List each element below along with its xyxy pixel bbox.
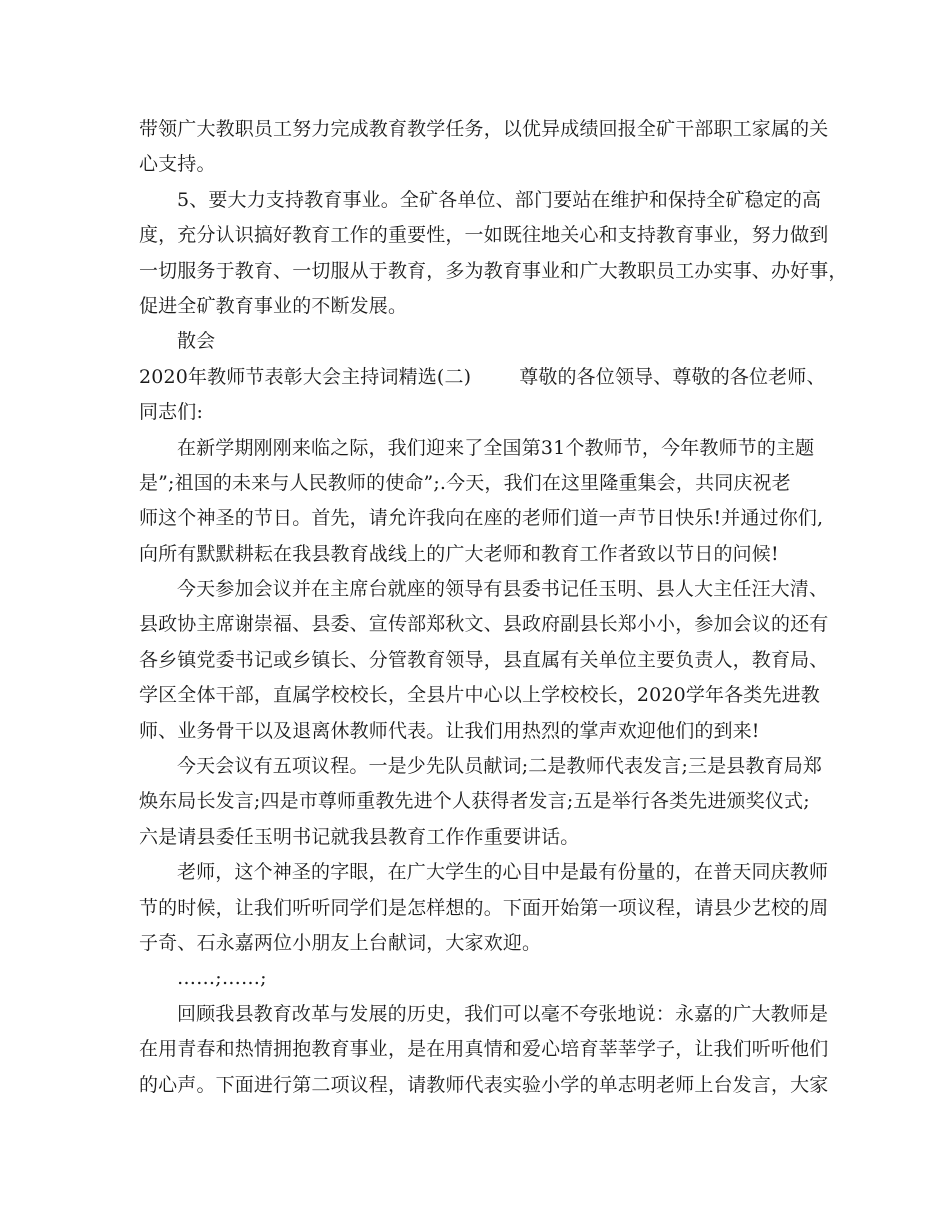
text-line: 散会 — [177, 330, 216, 353]
salutation: 尊敬的各位领导、尊敬的各位老师、 — [519, 365, 826, 388]
text-line: 各乡镇党委书记或乡镇长、分管教育领导，县直属有关单位主要负责人，教育局、 — [139, 648, 829, 671]
text-line: 一切服务于教育、一切服从于教育，多为教育事业和广大教职员工办实事、办好事， — [139, 259, 848, 282]
text-line: 老师，这个神圣的字眼，在广大学生的心目中是最有份量的，在普天同庆教师 — [177, 861, 829, 884]
text-line: 焕东局长发言;四是市尊师重教先进个人获得者发言;五是举行各类先进颁奖仪式; — [139, 790, 810, 813]
text-line: 师、业务骨干以及退离休教师代表。让我们用热烈的掌声欢迎他们的到来! — [139, 719, 760, 742]
text-line: ……;……; — [177, 967, 267, 990]
text-line: 向所有默默耕耘在我县教育战线上的广大老师和教育工作者致以节日的问候! — [139, 542, 779, 565]
text-line: 今天参加会议并在主席台就座的领导有县委书记任玉明、县人大主任汪大清、 — [177, 578, 829, 601]
text-line: 5、要大力支持教育事业。全矿各单位、部门要站在维护和保持全矿稳定的高 — [177, 188, 822, 211]
text-line: 的心声。下面进行第二项议程，请教师代表实验小学的单志明老师上台发言，大家 — [139, 1073, 829, 1096]
text-line: 六是请县委任玉明书记就我县教育工作作重要讲话。 — [139, 825, 580, 848]
section-heading: 2020年教师节表彰大会主持词精选(二) — [139, 365, 472, 388]
text-line: 是”;祖国的未来与人民教师的使命”;.今天，我们在这里隆重集会，共同庆祝老 — [139, 471, 791, 494]
text-line: 子奇、石永嘉两位小朋友上台献词，大家欢迎。 — [139, 931, 542, 954]
document-body — [139, 112, 848, 1103]
text-line: 节的时候，让我们听听同学们是怎样想的。下面开始第一项议程，请县少艺校的周 — [139, 896, 829, 919]
text-line: 同志们: — [139, 401, 204, 424]
text-line: 带领广大教职员工努力完成教育教学任务，以优异成绩回报全矿干部职工家属的关 — [139, 118, 829, 140]
text-line: 在新学期刚刚来临之际，我们迎来了全国第31个教师节，今年教师节的主题 — [177, 436, 815, 459]
heading-line — [139, 360, 826, 395]
text-line: 在用青春和热情拥抱教育事业，是在用真情和爱心培育莘莘学子，让我们听听他们 — [139, 1038, 829, 1061]
text-line: 今天会议有五项议程。一是少先队员献词;二是教师代表发言;三是县教育局郑 — [177, 755, 823, 778]
text-line: 促进全矿教育事业的不断发展。 — [139, 294, 408, 317]
text-line: 学区全体干部，直属学校校长，全县片中心以上学校校长，2020学年各类先进教 — [139, 684, 820, 707]
text-line: 心支持。 — [139, 153, 216, 176]
text-line: 度，充分认识搞好教育工作的重要性，一如既往地关心和支持教育事业，努力做到 — [139, 224, 829, 247]
text-line: 回顾我县教育改革与发展的历史，我们可以毫不夸张地说：永嘉的广大教师是 — [177, 1002, 829, 1025]
text-line: 县政协主席谢崇福、县委、宣传部郑秋文、县政府副县长郑小小，参加会议的还有 — [139, 613, 829, 636]
text-line: 师这个神圣的节日。首先，请允许我向在座的老师们道一声节日快乐!并通过你们, — [139, 507, 824, 530]
